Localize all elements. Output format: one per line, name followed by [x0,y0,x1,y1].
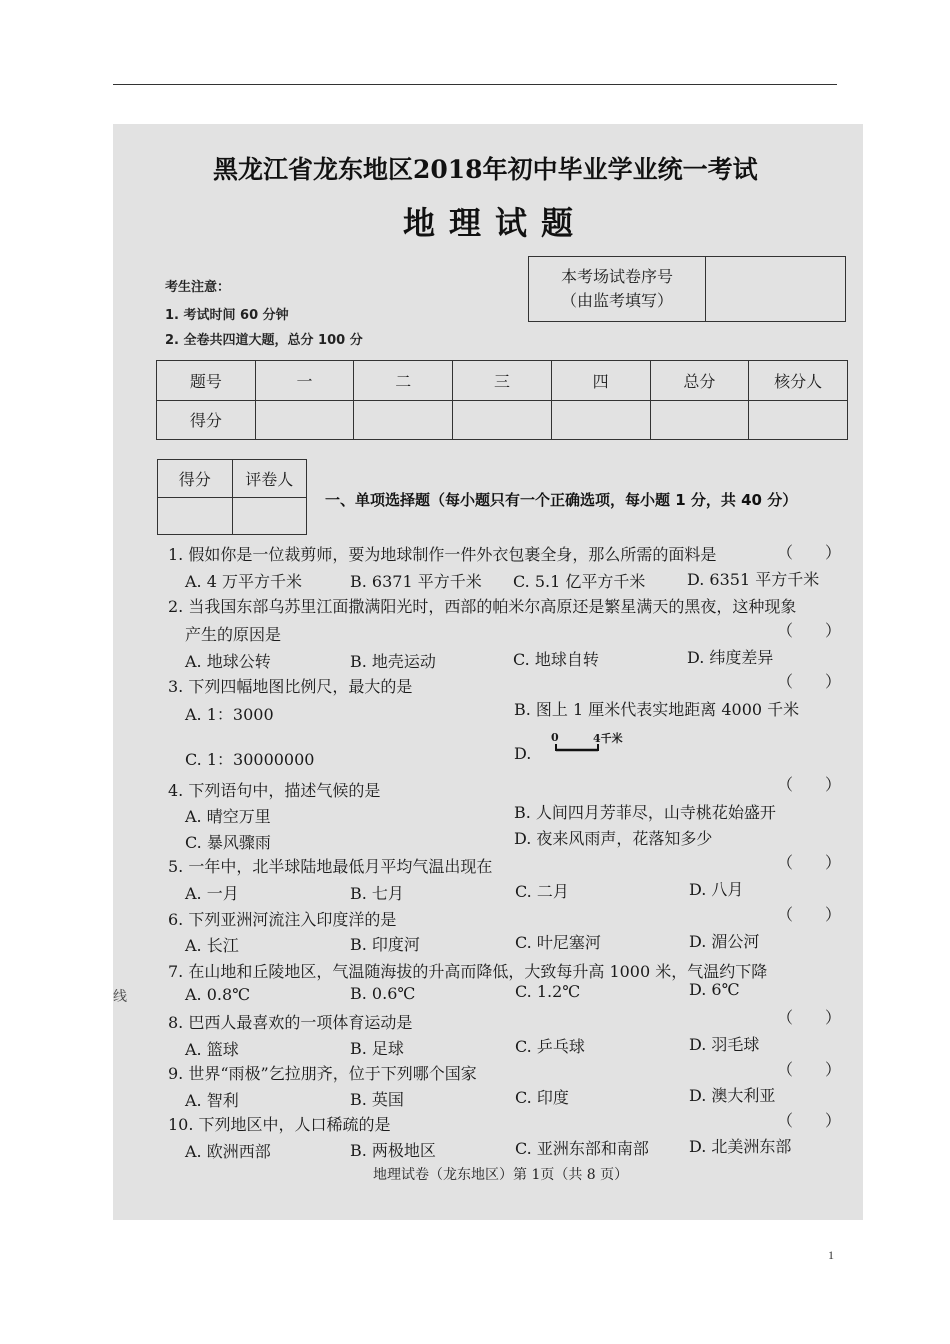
question-stem: 5. 一年中，北半球陆地最低月平均气温出现在 [168,857,493,876]
option: B. 6371 平方千米 [350,572,482,591]
option: C. 印度 [515,1088,569,1107]
notice-item: 2. 全卷共四道大题，总分 100 分 [165,333,363,348]
exam-title: 黑龙江省龙东地区2018年初中毕业学业统一考试 [213,155,758,184]
seat-number-label [529,257,706,321]
question-stem: 10. 下列地区中，人口稀疏的是 [168,1115,391,1134]
option: A. 1：3000 [185,705,274,724]
option: C. 5.1 亿平方千米 [513,572,646,591]
option: A. 欧洲西部 [185,1142,271,1161]
score-cell: 一 [255,361,354,401]
option: A. 0.8℃ [185,985,251,1004]
option: B. 地壳运动 [350,652,436,671]
question-stem: 1. 假如你是一位裁剪师，要为地球制作一件外衣包裹全身，那么所需的面料是 [168,545,717,564]
option: D. 澳大利亚 [689,1086,776,1105]
option: B. 印度河 [350,935,420,954]
subject-title: 地理试题 [403,204,588,242]
score-cell: 得分 [157,400,256,440]
answer-blank[interactable]: （ ） [777,1008,842,1027]
score-entry[interactable] [650,400,749,440]
option: B. 人间四月芳菲尽，山寺桃花始盛开 [514,803,776,822]
option: B. 足球 [350,1039,404,1058]
top-rule [113,84,837,85]
scale-bar-icon [555,742,599,752]
question-stem: 2. 当我国东部乌苏里江面撒满阳光时，西部的帕米尔高原还是繁星满天的黑夜，这种现象 [168,597,797,616]
option: D. 夜来风雨声，花落知多少 [514,829,713,848]
score-cell: 总分 [650,361,749,401]
option: D. [514,744,532,763]
option: C. 叶尼塞河 [515,933,601,952]
grader-header: 得分 [158,460,233,498]
question-stem-continued: 产生的原因是 [185,625,282,644]
seat-number-box [528,256,846,322]
option: A. 地球公转 [185,652,271,671]
score-table [156,360,848,440]
score-entry[interactable] [255,400,354,440]
option: C. 乒乓球 [515,1037,585,1056]
seat-number-field[interactable] [706,257,845,321]
question-stem: 8. 巴西人最喜欢的一项体育运动是 [168,1013,413,1032]
section-heading: 一、单项选择题（每小题只有一个正确选项，每小题 1 分，共 40 分） [325,491,798,509]
notice-item: 1. 考试时间 60 分钟 [165,308,289,323]
score-entry[interactable] [551,400,650,440]
option: C. 亚洲东部和南部 [515,1139,649,1158]
option: A. 智利 [185,1091,239,1110]
page-footer: 地理试卷（龙东地区）第 1页（共 8 页） [373,1167,629,1183]
option: A. 一月 [185,884,239,903]
score-entry[interactable] [453,400,552,440]
answer-blank[interactable]: （ ） [777,1111,842,1130]
option: A. 晴空万里 [185,807,271,826]
option: D. 6351 平方千米 [687,570,820,589]
option: C. 二月 [515,882,569,901]
grader-entry[interactable] [158,497,233,535]
answer-blank[interactable]: （ ） [777,621,842,640]
option: B. 两极地区 [350,1141,436,1160]
grader-table [157,459,307,535]
seat-label-line2: （由监考填写） [560,291,673,310]
score-cell: 三 [453,361,552,401]
option: D. 湄公河 [689,932,760,951]
seat-label-line1: 本考场试卷序号 [560,267,673,286]
option: D. 羽毛球 [689,1035,760,1054]
option: A. 长江 [185,936,239,955]
option: A. 4 万平方千米 [185,572,302,591]
option: D. 纬度差异 [687,648,774,667]
option: A. 篮球 [185,1040,239,1059]
answer-blank[interactable]: （ ） [777,905,842,924]
scale-bar-zero-label: 0 [551,731,559,744]
score-entry[interactable] [354,400,453,440]
option: C. 1.2℃ [515,982,581,1001]
option: C. 地球自转 [513,650,599,669]
question-stem: 7. 在山地和丘陵地区，气温随海拔的升高而降低，大致每升高 1000 米，气温约下降 [168,962,768,981]
notice-heading: 考生注意： [165,280,231,295]
answer-blank[interactable]: （ ） [777,775,842,794]
score-cell: 四 [551,361,650,401]
option: C. 暴风骤雨 [185,833,271,852]
grader-entry[interactable] [232,497,307,535]
option: D. 八月 [689,880,744,899]
option: B. 英国 [350,1090,404,1109]
option: D. 6℃ [689,980,740,999]
score-cell: 核分人 [749,361,848,401]
score-table-header-row [157,361,848,401]
question-stem: 9. 世界“雨极”乞拉朋齐，位于下列哪个国家 [168,1064,477,1083]
score-cell: 题号 [157,361,256,401]
score-table-score-row [157,400,848,440]
option: D. 北美洲东部 [689,1137,792,1156]
score-cell: 二 [354,361,453,401]
question-stem: 6. 下列亚洲河流注入印度洋的是 [168,910,397,929]
answer-blank[interactable]: （ ） [777,1060,842,1079]
option: B. 图上 1 厘米代表实地距离 4000 千米 [514,700,800,719]
scanned-exam-page [113,124,863,1220]
option: B. 七月 [350,884,404,903]
scale-bar-distance-label: 4千米 [593,732,623,745]
score-entry[interactable] [749,400,848,440]
option: C. 1：30000000 [185,750,315,769]
page-number: 1 [828,1248,834,1262]
answer-blank[interactable]: （ ） [777,543,842,562]
binding-margin-mark: 线 [113,989,127,1005]
question-stem: 4. 下列语句中，描述气候的是 [168,781,381,800]
grader-header: 评卷人 [232,460,307,498]
question-stem: 3. 下列四幅地图比例尺，最大的是 [168,677,413,696]
answer-blank[interactable]: （ ） [777,672,842,691]
answer-blank[interactable]: （ ） [777,853,842,872]
option: B. 0.6℃ [350,984,416,1003]
